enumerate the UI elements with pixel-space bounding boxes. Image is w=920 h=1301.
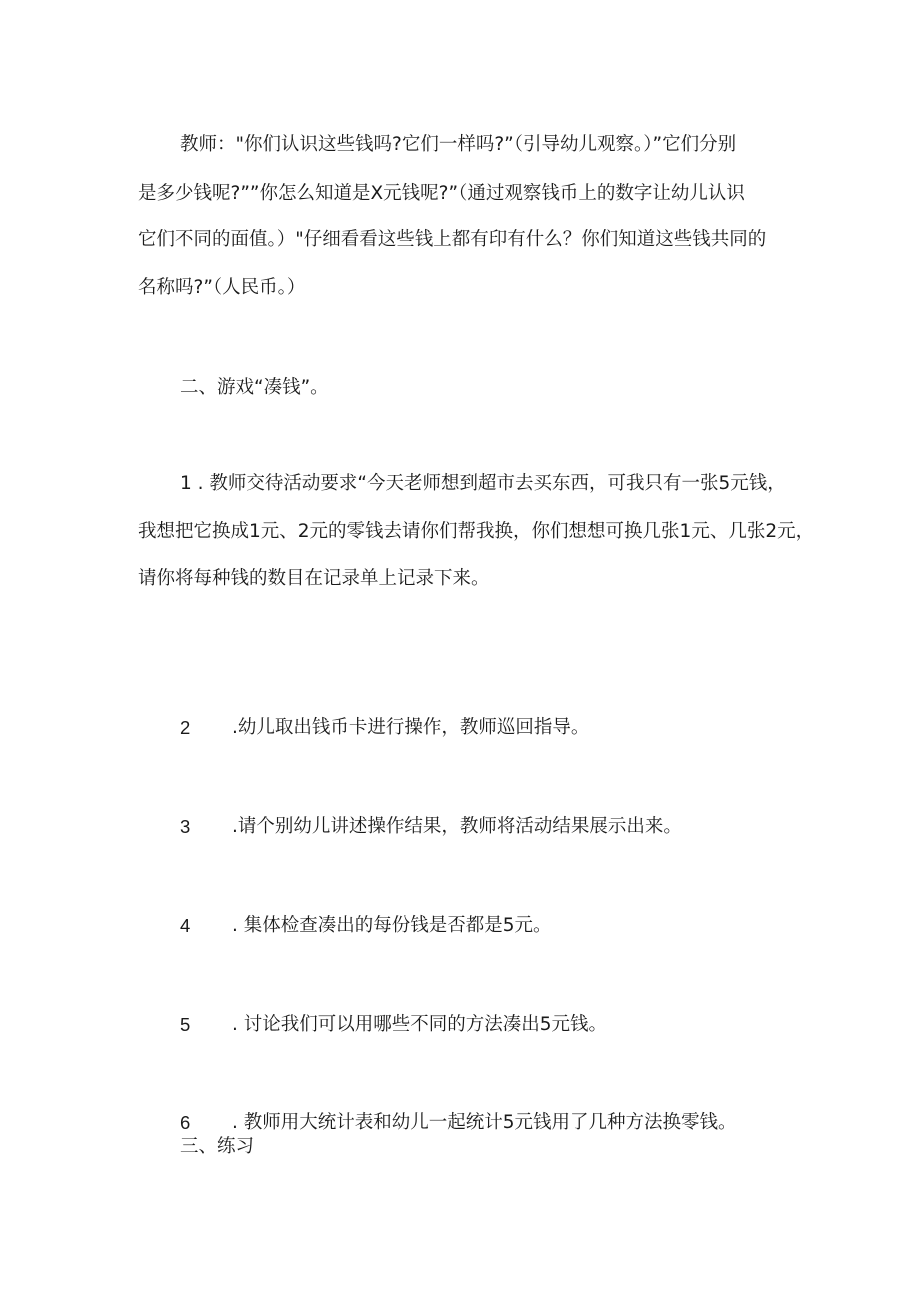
- intro-line-4: 名称吗?”（人民币。）: [138, 277, 306, 298]
- item-1-line-1: 1 . 教师交待活动要求“今天老师想到超市去买东西，可我只有一张5元钱，: [180, 473, 786, 494]
- item-1-line-2: 我想把它换成1元、2元的零钱去请你们帮我换，你们想想可换几张1元、几张2元，: [138, 521, 815, 542]
- section-three-heading: 三、练习: [180, 1136, 255, 1157]
- list-item-number: 3: [180, 816, 191, 837]
- intro-line-3: 它们不同的面值。）"仔细看看这些钱上都有印有什么？你们知道这些钱共同的: [138, 229, 767, 250]
- list-item-text: . 教师用大统计表和幼儿一起统计5元钱用了几种方法换零钱。: [232, 1112, 737, 1133]
- list-item-text: .幼儿取出钱币卡进行操作，教师巡回指导。: [232, 717, 590, 738]
- list-item-number: 5: [180, 1014, 191, 1035]
- item-1-line-3: 请你将每种钱的数目在记录单上记录下来。: [138, 568, 490, 589]
- list-item-number: 4: [180, 915, 191, 936]
- intro-line-1: 教师："你们认识这些钱吗?它们一样吗?”（引导幼儿观察。）”它们分别: [180, 134, 737, 155]
- section-two-heading: 二、游戏“凑钱”。: [180, 377, 329, 398]
- list-item-text: . 集体检查凑出的每份钱是否都是5元。: [232, 915, 552, 936]
- intro-line-2: 是多少钱呢?””你怎么知道是X元钱呢?”（通过观察钱币上的数字让幼儿认识: [138, 183, 745, 204]
- list-item-number: 2: [180, 717, 191, 738]
- list-item-number: 6: [180, 1112, 191, 1133]
- list-item-text: .请个别幼儿讲述操作结果，教师将活动结果展示出来。: [232, 816, 682, 837]
- list-item-text: . 讨论我们可以用哪些不同的方法凑出5元钱。: [232, 1014, 608, 1035]
